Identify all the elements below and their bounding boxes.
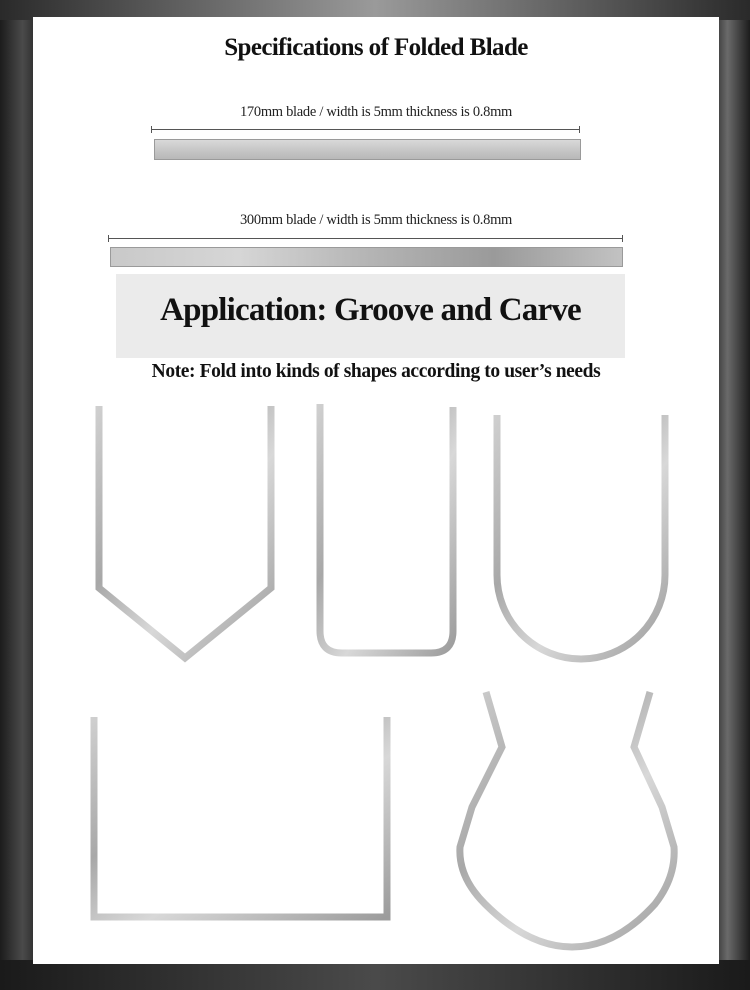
spec-label-170mm: 170mm blade / width is 5mm thickness is 0.8mm — [239, 104, 513, 120]
square-bracket-shape — [94, 717, 387, 917]
note-text: Note: Fold into kinds of shapes according to user’s needs — [151, 361, 601, 382]
v-shape — [99, 406, 271, 658]
frame-bottom — [0, 960, 750, 990]
spec-label-300mm: 300mm blade / width is 5mm thickness is 0.8mm — [239, 212, 513, 228]
rounded-rectangle-shape — [320, 404, 453, 653]
bulb-shape — [460, 692, 674, 947]
page-title: Specifications of Folded Blade — [224, 34, 528, 61]
u-shape — [497, 415, 665, 659]
folded-shapes — [33, 17, 719, 964]
application-title: Application: Groove and Carve — [160, 292, 581, 328]
spec-panel — [33, 17, 719, 964]
